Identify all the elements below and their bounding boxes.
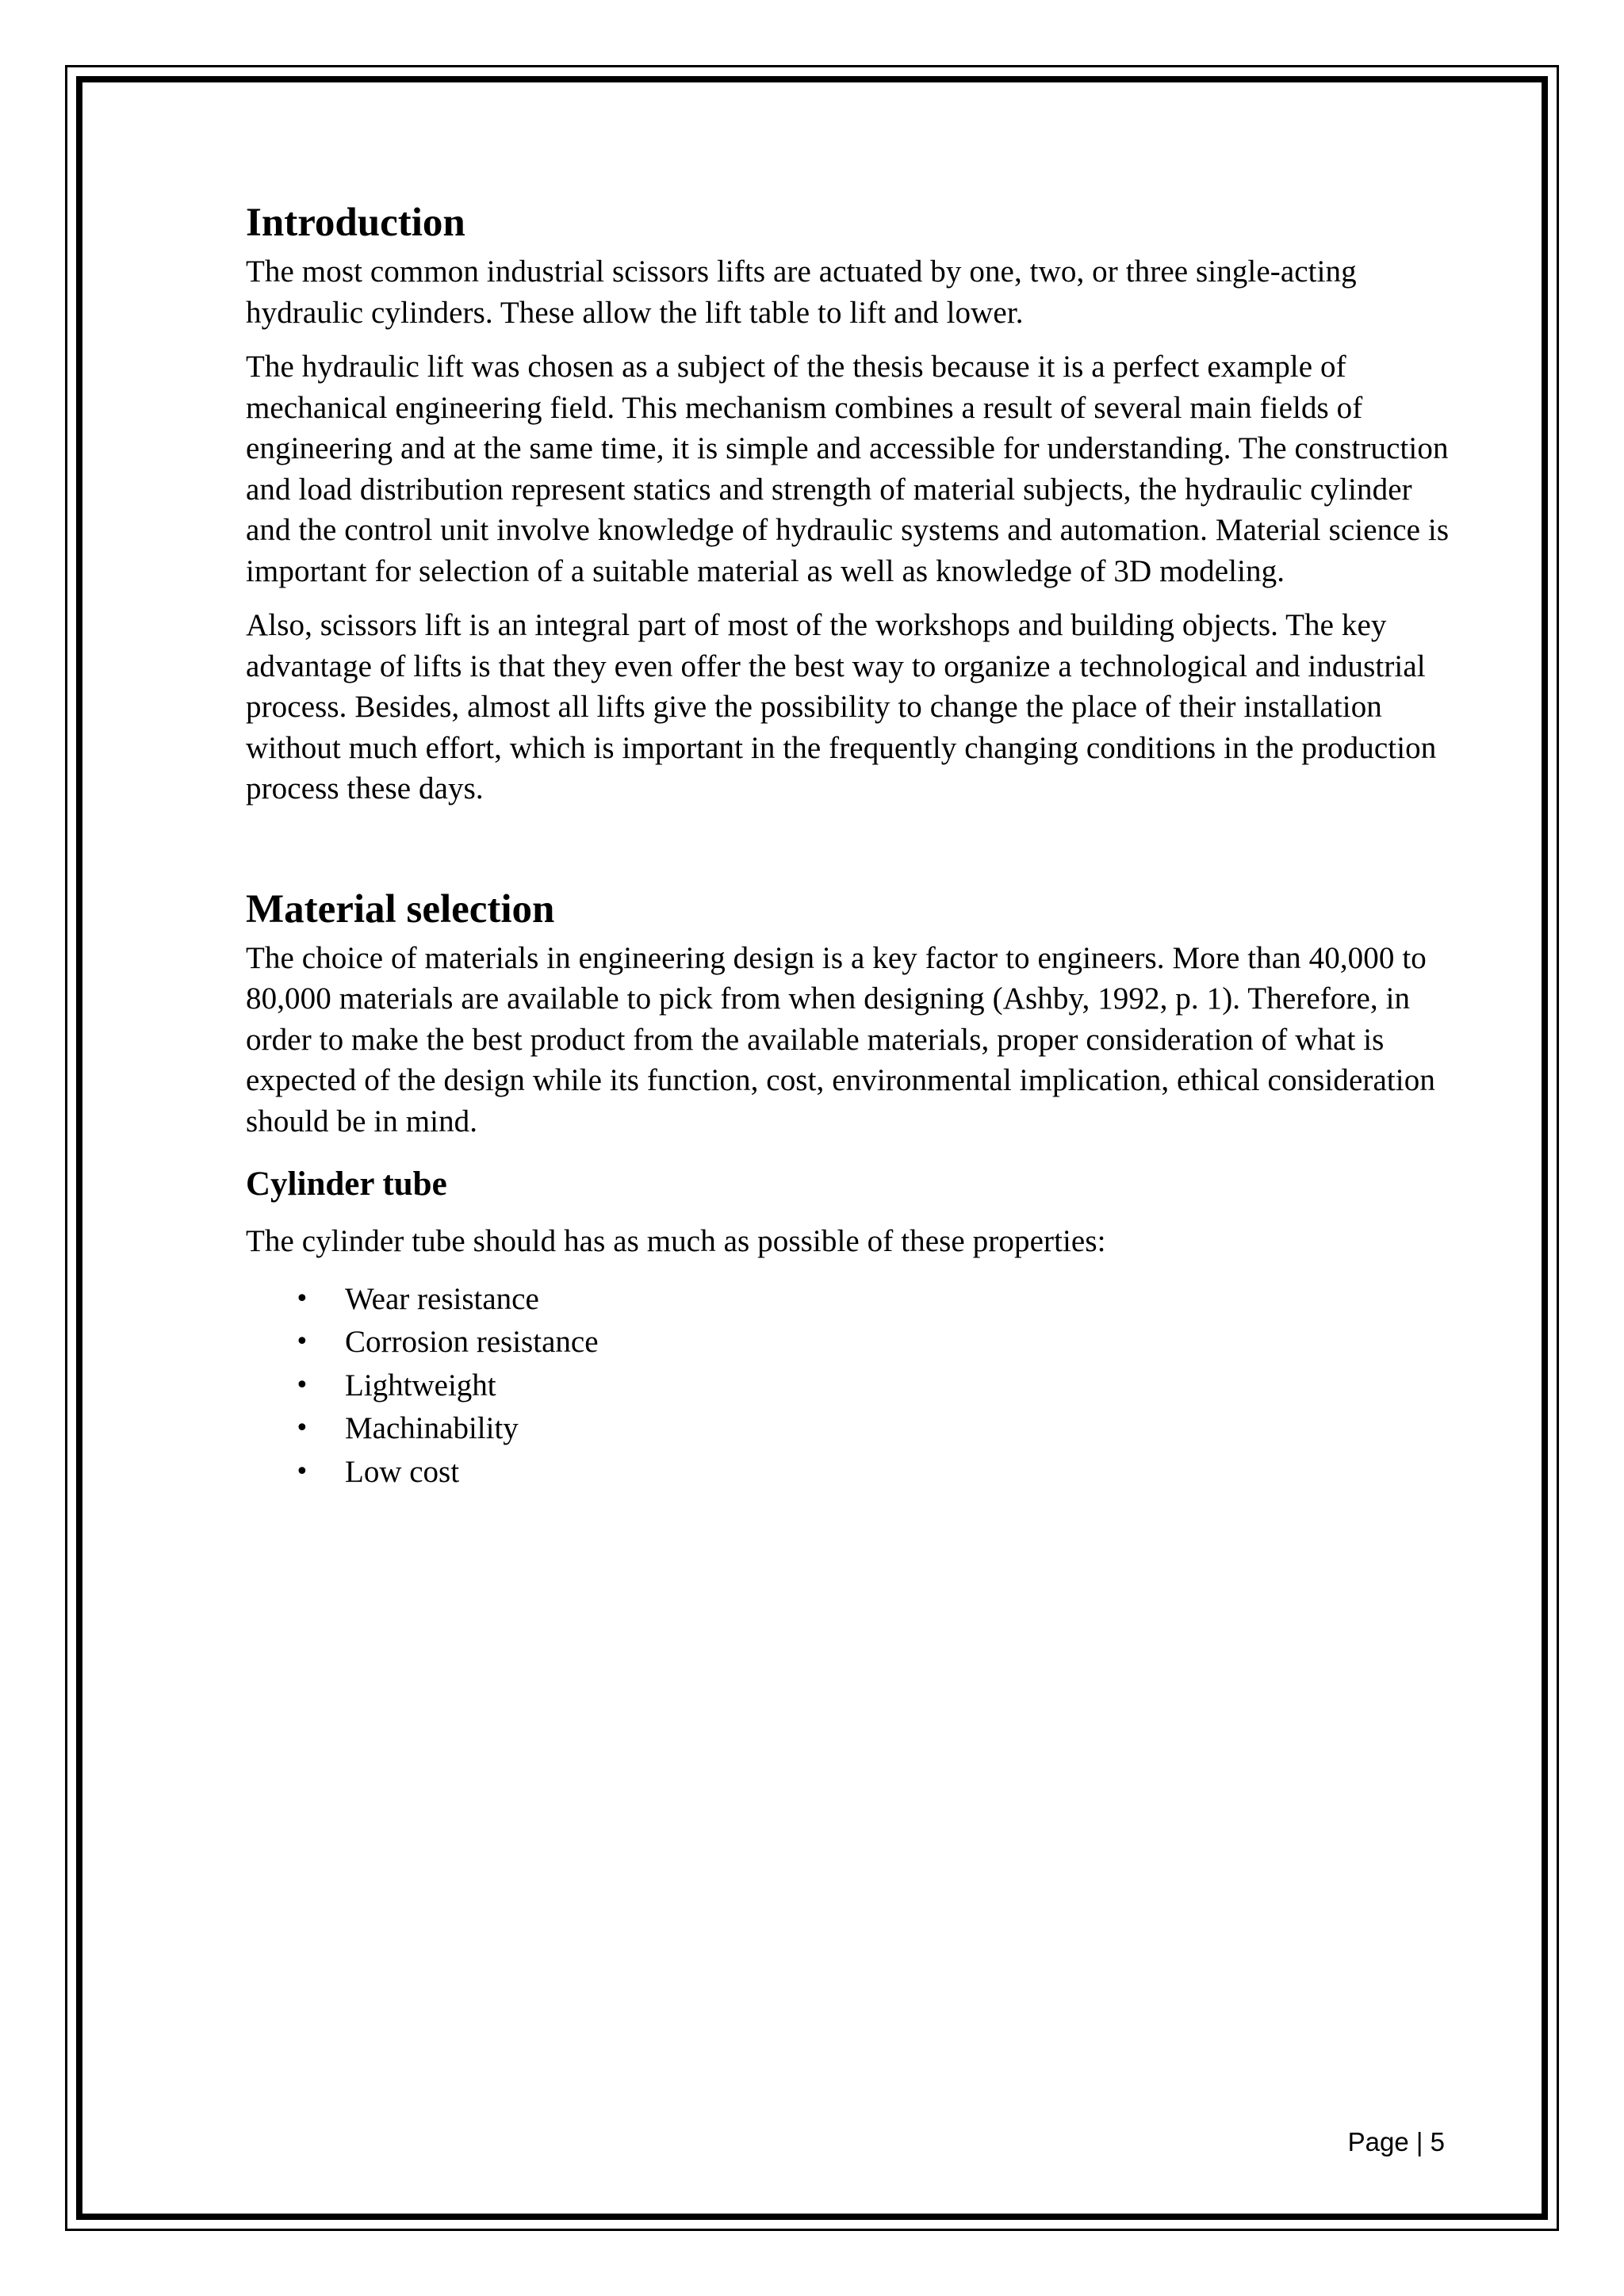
bullet-icon: • [295,1457,309,1486]
document-body [246,194,1451,1494]
list-item-text: Wear resistance [345,1281,539,1316]
bullet-icon: • [295,1414,309,1442]
intro-paragraph-3: Also, scissors lift is an integral part of most of the workshops and building objects. The key advantage of lifts is that they even offer the best way to organize a technological and industrial process. Besides, almost all lifts give the possibility to change the place of their installation without much effort, which is important in the frequently changing conditions in the production process these days. [246,608,1437,806]
intro-paragraph-2: The hydraulic lift was chosen as a subject of the thesis because it is a perfect example of mechanical engineering field. This mechanism combines a result of several main fields of engineering and at the same time, it is simple and accessible for understanding. The construction and load distribution represent statics and strength of material subjects, the hydraulic cylinder and the control unit involve knowledge of hydraulic systems and automation. Material science is important for selection of a suitable material as well as knowledge of 3D modeling. [246,350,1450,588]
cylinder-tube-paragraph: The cylinder tube should has as much as possible of these properties: [246,1224,1106,1258]
heading-material-selection: Material selection [246,886,555,932]
list-item-text: Machinability [345,1411,519,1445]
list-item [246,1278,1451,1322]
bullet-icon: • [295,1371,309,1399]
list-item [246,1451,1451,1494]
heading-cylinder-tube: Cylinder tube [246,1165,447,1203]
list-item [246,1321,1451,1364]
bullet-icon: • [295,1328,309,1356]
heading-introduction: Introduction [246,201,465,245]
list-item-text: Low cost [345,1454,460,1489]
page-number: Page | 5 [1347,2127,1445,2156]
list-item [246,1407,1451,1451]
list-item-text: Lightweight [345,1368,496,1402]
list-item-text: Corrosion resistance [345,1325,599,1359]
property-list [246,1278,1451,1494]
bullet-icon: • [295,1284,309,1313]
material-selection-paragraph: The choice of materials in engineering design is a key factor to engineers. More than 40,000 to 80,000 materials are available to pick from when designing (Ashby, 1992, p. 1). Therefore, in order to make the best product from the available materials, proper consideration of what is expected of the design while its function, cost, environmental implication, ethical consideration should be in mind. [246,940,1435,1138]
intro-paragraph-1: The most common industrial scissors lifts are actuated by one, two, or three single-acting hydraulic cylinders. These allow the lift table to lift and lower. [246,254,1357,330]
list-item [246,1364,1451,1408]
